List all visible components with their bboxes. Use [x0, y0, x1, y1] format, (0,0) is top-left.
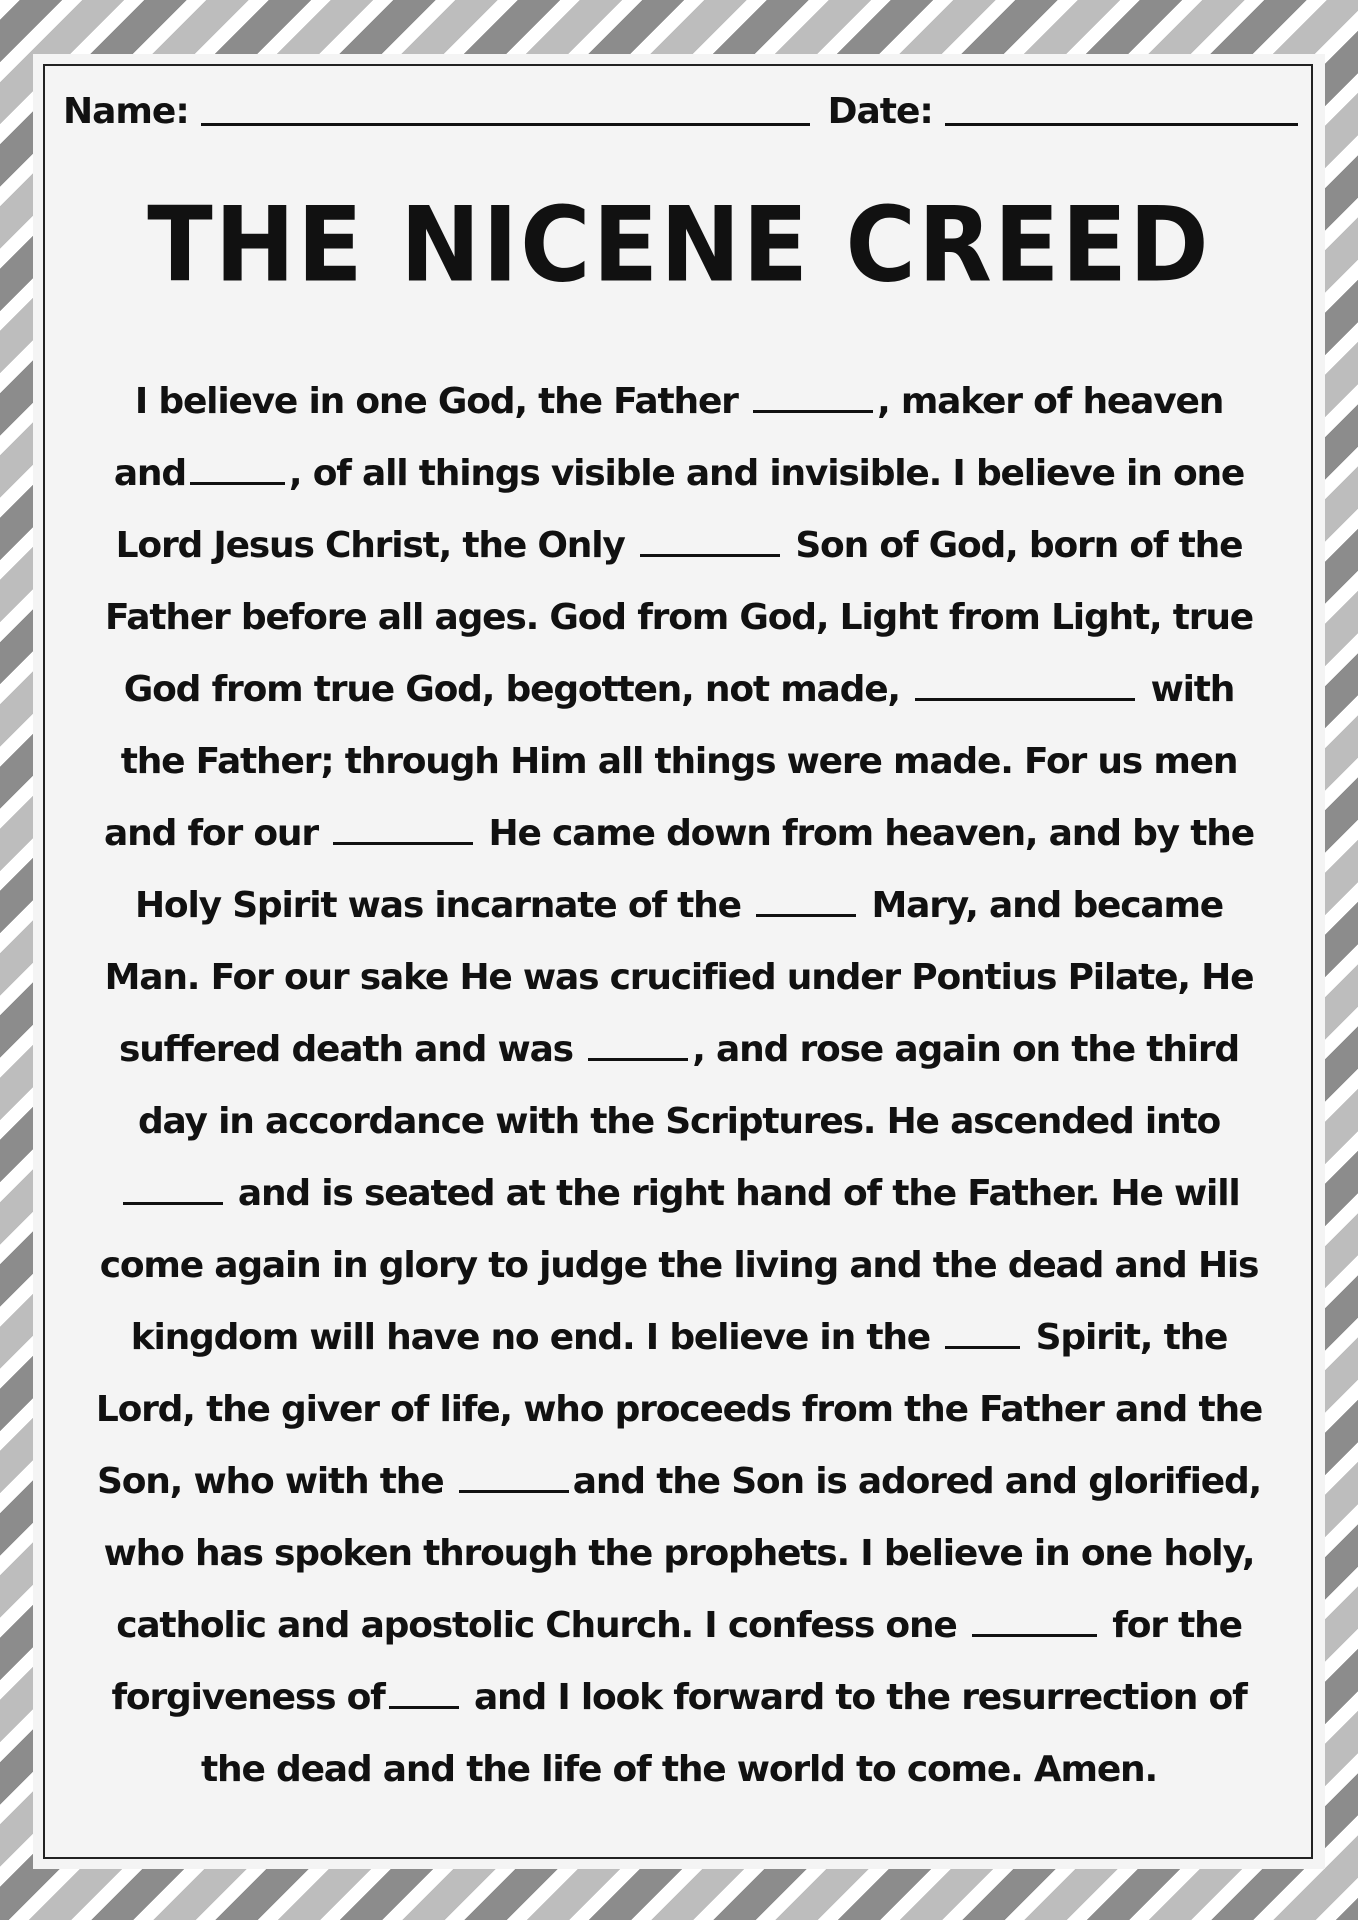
creed-text-segment: Spirit, the — [1024, 1317, 1228, 1358]
creed-line — [93, 1590, 1265, 1662]
creed-line — [93, 438, 1265, 510]
creed-text-segment: God from true God, begotten, not made, — [123, 669, 912, 710]
creed-line — [93, 870, 1265, 942]
fill-in-blank[interactable] — [123, 1202, 223, 1205]
fill-in-blank[interactable] — [333, 842, 473, 845]
creed-text-segment: and is seated at the right hand of the Father. He will — [226, 1173, 1240, 1214]
creed-text-segment: Mary, and became — [860, 885, 1223, 926]
creed-text-segment: He came down from heaven, and by the — [477, 813, 1254, 854]
creed-line — [93, 1518, 1265, 1590]
creed-text-segment: I believe in one God, the Father — [134, 381, 750, 422]
name-field[interactable] — [201, 123, 810, 126]
creed-text-segment: the Father; through Him all things were made. For us men — [120, 741, 1238, 782]
fill-in-blank[interactable] — [753, 410, 873, 413]
creed-line — [93, 1230, 1265, 1302]
creed-line — [93, 1662, 1265, 1734]
creed-text-segment: and for our — [104, 813, 330, 854]
worksheet-page — [33, 54, 1325, 1869]
creed-text-segment: come again in glory to judge the living and the dead and His — [99, 1245, 1259, 1286]
date-field[interactable] — [945, 123, 1298, 126]
creed-text-segment: day in accordance with the Scriptures. He ascended into — [137, 1101, 1220, 1142]
fill-in-blank[interactable] — [640, 554, 780, 557]
creed-text-segment: forgiveness of — [111, 1677, 385, 1718]
header-fields — [63, 82, 1298, 132]
creed-line — [93, 1446, 1265, 1518]
fill-in-blank[interactable] — [190, 482, 285, 485]
creed-line — [93, 726, 1265, 798]
creed-text-segment: Holy Spirit was incarnate of the — [135, 885, 753, 926]
creed-text-segment: and I look forward to the resurrection of — [462, 1677, 1247, 1718]
creed-text-segment: and the Son is adored and glorified, — [572, 1461, 1262, 1502]
creed-text-segment: Father before all ages. God from God, Light from Light, true — [105, 597, 1253, 638]
page-title: THE NICENE CREED — [147, 184, 1211, 306]
creed-line — [93, 1086, 1265, 1158]
fill-in-blank[interactable] — [972, 1634, 1097, 1637]
creed-line — [93, 1374, 1265, 1446]
creed-text-segment: for the — [1100, 1605, 1242, 1646]
creed-line — [93, 510, 1265, 582]
creed-text-segment: and — [113, 453, 186, 494]
creed-text-segment: , and rose again on the third — [692, 1029, 1239, 1070]
creed-text-segment: Son of God, born of the — [783, 525, 1243, 566]
fill-in-blank[interactable] — [588, 1058, 688, 1061]
creed-text-segment: Man. For our sake He was crucified under Pontius Pilate, He — [104, 957, 1254, 998]
creed-text-segment: Lord Jesus Christ, the Only — [115, 525, 636, 566]
fill-in-blank[interactable] — [389, 1706, 459, 1709]
fill-in-blank[interactable] — [915, 698, 1135, 701]
creed-line — [93, 1302, 1265, 1374]
creed-text-segment: , maker of heaven — [877, 381, 1224, 422]
creed-line — [93, 1158, 1265, 1230]
creed-text-segment: kingdom will have no end. I believe in the — [130, 1317, 942, 1358]
name-label: Name: — [63, 91, 189, 132]
fill-in-blank[interactable] — [756, 914, 856, 917]
creed-text-segment: , of all things visible and invisible. I believe in one — [288, 453, 1245, 494]
creed-line — [93, 798, 1265, 870]
fill-in-blank[interactable] — [459, 1490, 569, 1493]
creed-text-segment: with — [1139, 669, 1235, 710]
creed-text-segment: suffered death and was — [118, 1029, 585, 1070]
creed-line — [93, 942, 1265, 1014]
creed-text-segment: Lord, the giver of life, who proceeds from the Father and the — [95, 1389, 1263, 1430]
creed-line — [93, 1734, 1265, 1806]
creed-text-segment: the dead and the life of the world to come. Amen. — [201, 1749, 1157, 1790]
creed-line — [93, 1014, 1265, 1086]
creed-line — [93, 582, 1265, 654]
creed-text — [93, 366, 1265, 1806]
creed-line — [93, 366, 1265, 438]
creed-line — [93, 654, 1265, 726]
creed-text-segment: catholic and apostolic Church. I confess one — [116, 1605, 968, 1646]
fill-in-blank[interactable] — [945, 1346, 1020, 1349]
creed-text-segment: who has spoken through the prophets. I believe in one holy, — [103, 1533, 1255, 1574]
creed-text-segment: Son, who with the — [96, 1461, 455, 1502]
date-label: Date: — [827, 91, 933, 132]
